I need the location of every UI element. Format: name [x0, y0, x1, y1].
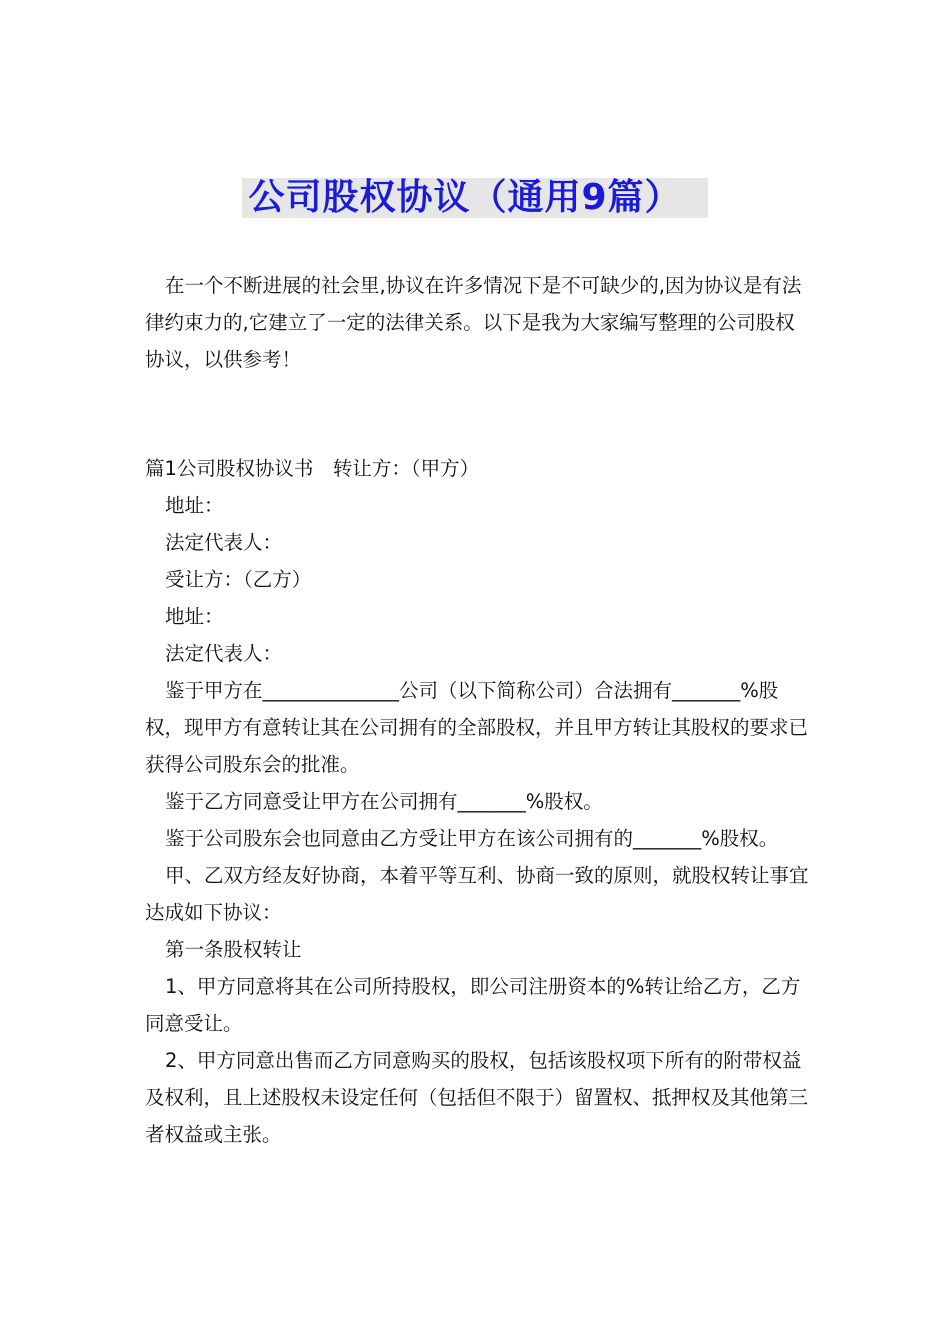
recital-paragraph: 鉴于乙方同意受让甲方在公司拥有_______%股权。: [165, 790, 603, 813]
intro-paragraph: 在一个不断进展的社会里,协议在许多情况下是不可缺少的,因为协议是有法律约束力的,它建立了一定的法律关系。以下是我为大家编写整理的公司股权协议，以供参考！: [145, 274, 802, 371]
recital-paragraph: 鉴于甲方在______________公司（以下简称公司）合法拥有_______%股权，现甲方有意转让其在公司拥有的全部股权，并且甲方转让其股权的要求已获得公司股东会的批准。: [145, 679, 809, 776]
transferee-label: 受让方：（乙方）: [165, 568, 312, 591]
clause-paragraph: 2、甲方同意出售而乙方同意购买的股权，包括该股权项下所有的附带权益及权利，且上述股权未设定任何（包括但不限于）留置权、抵押权及其他第三者权益或主张。: [145, 1049, 809, 1146]
section-heading: 篇1公司股权协议书 转让方：（甲方）: [145, 457, 480, 480]
recital-paragraph: 鉴于公司股东会也同意由乙方受让甲方在该公司拥有的_______%股权。: [165, 827, 779, 850]
transferee-address-label: 地址：: [165, 605, 224, 628]
transferor-representative-label: 法定代表人：: [165, 531, 283, 554]
article-heading: 第一条股权转让: [165, 938, 302, 961]
document-title: 公司股权协议（通用9篇）: [242, 178, 707, 218]
clause-paragraph: 1、甲方同意将其在公司所持股权，即公司注册资本的%转让给乙方，乙方同意受让。: [145, 975, 801, 1035]
title-container: [0, 178, 950, 218]
intro-section: [145, 267, 810, 378]
agreement-preamble: 甲、乙双方经友好协商，本着平等互利、协商一致的原则，就股权转让事宜达成如下协议：: [145, 864, 809, 924]
agreement-body: [145, 450, 810, 1153]
transferee-representative-label: 法定代表人：: [165, 642, 283, 665]
transferor-address-label: 地址：: [165, 494, 224, 517]
